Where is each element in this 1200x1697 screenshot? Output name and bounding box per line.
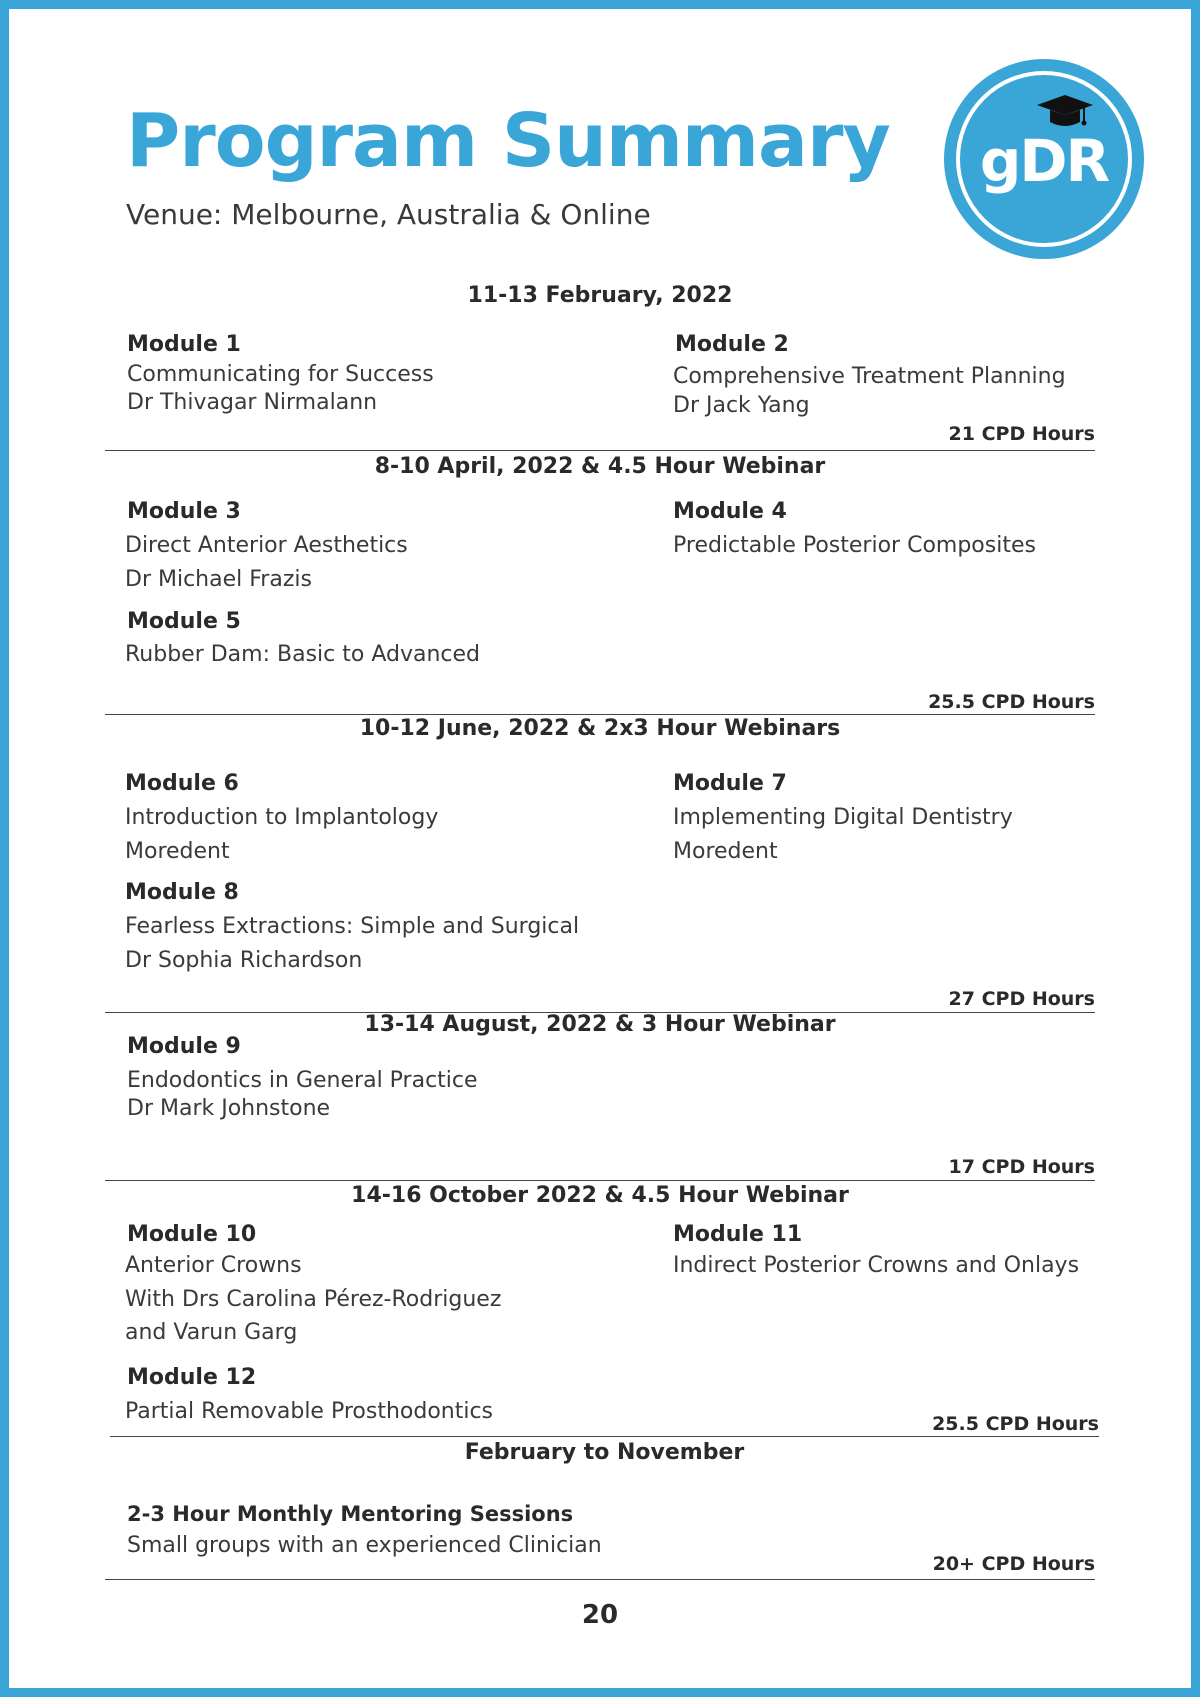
module-title: Module 5 (127, 609, 241, 634)
module-topic: Endodontics in General Practice (127, 1068, 478, 1093)
session-date: 11-13 February, 2022 (467, 283, 733, 308)
module-presenter: Moredent (673, 839, 778, 864)
module-topic: Direct Anterior Aesthetics (125, 533, 408, 558)
module-title: Module 11 (673, 1222, 803, 1247)
module-topic: Predictable Posterior Composites (673, 533, 1036, 558)
logo-text: gDR (979, 127, 1109, 195)
cpd-hours: 21 CPD Hours (948, 423, 1095, 445)
module-topic: Implementing Digital Dentistry (673, 805, 1013, 830)
session-date: 8-10 April, 2022 & 4.5 Hour Webinar (374, 454, 826, 479)
module-title: Module 7 (673, 771, 787, 796)
module-presenter: Dr Thivagar Nirmalann (127, 390, 378, 415)
module-presenter: Dr Jack Yang (673, 393, 810, 418)
section-divider (105, 450, 1095, 451)
module-title: Module 10 (127, 1222, 257, 1247)
module-topic: Indirect Posterior Crowns and Onlays (673, 1253, 1080, 1278)
cpd-hours: 27 CPD Hours (948, 988, 1095, 1010)
module-topic: Introduction to Implantology (125, 805, 439, 830)
module-presenter: With Drs Carolina Pérez-Rodriguez (125, 1287, 502, 1312)
cpd-hours: 25.5 CPD Hours (928, 691, 1095, 713)
section-divider (105, 714, 1095, 715)
module-title: Module 12 (127, 1365, 257, 1390)
session-date: 13-14 August, 2022 & 3 Hour Webinar (364, 1012, 836, 1037)
module-title: Module 8 (125, 880, 239, 905)
session-date: February to November (464, 1440, 745, 1465)
venue-subtitle: Venue: Melbourne, Australia & Online (126, 198, 651, 231)
session-date: 10-12 June, 2022 & 2x3 Hour Webinars (359, 716, 841, 741)
module-topic: Communicating for Success (127, 362, 434, 387)
module-topic: Fearless Extractions: Simple and Surgical (125, 914, 580, 939)
module-title: Module 4 (673, 499, 787, 524)
page-title: Program Summary (126, 98, 890, 184)
section-divider (105, 1180, 1095, 1181)
module-title: Module 6 (125, 771, 239, 796)
module-presenter: Dr Mark Johnstone (127, 1096, 331, 1121)
module-topic: Rubber Dam: Basic to Advanced (125, 642, 480, 667)
section-divider (105, 1579, 1095, 1580)
module-presenter: Moredent (125, 839, 230, 864)
module-topic: Comprehensive Treatment Planning (673, 364, 1066, 389)
module-title: Module 2 (675, 332, 789, 357)
module-topic: Partial Removable Prosthodontics (125, 1399, 494, 1424)
module-title: Module 1 (127, 332, 241, 357)
cpd-hours: 20+ CPD Hours (932, 1553, 1095, 1575)
module-topic: Anterior Crowns (125, 1253, 302, 1278)
module-title: Module 9 (127, 1034, 241, 1059)
cpd-hours: 17 CPD Hours (948, 1156, 1095, 1178)
module-title: Module 3 (127, 499, 241, 524)
gdr-logo (944, 59, 1144, 259)
module-topic: Small groups with an experienced Clinician (127, 1533, 602, 1558)
module-title: 2-3 Hour Monthly Mentoring Sessions (127, 1502, 574, 1526)
section-divider (110, 1436, 1099, 1437)
module-presenter: and Varun Garg (125, 1320, 298, 1345)
session-date: 14-16 October 2022 & 4.5 Hour Webinar (351, 1183, 849, 1208)
module-presenter: Dr Michael Frazis (125, 567, 312, 592)
module-presenter: Dr Sophia Richardson (125, 948, 363, 973)
page-number: 20 (581, 1600, 619, 1630)
cpd-hours: 25.5 CPD Hours (932, 1413, 1099, 1435)
